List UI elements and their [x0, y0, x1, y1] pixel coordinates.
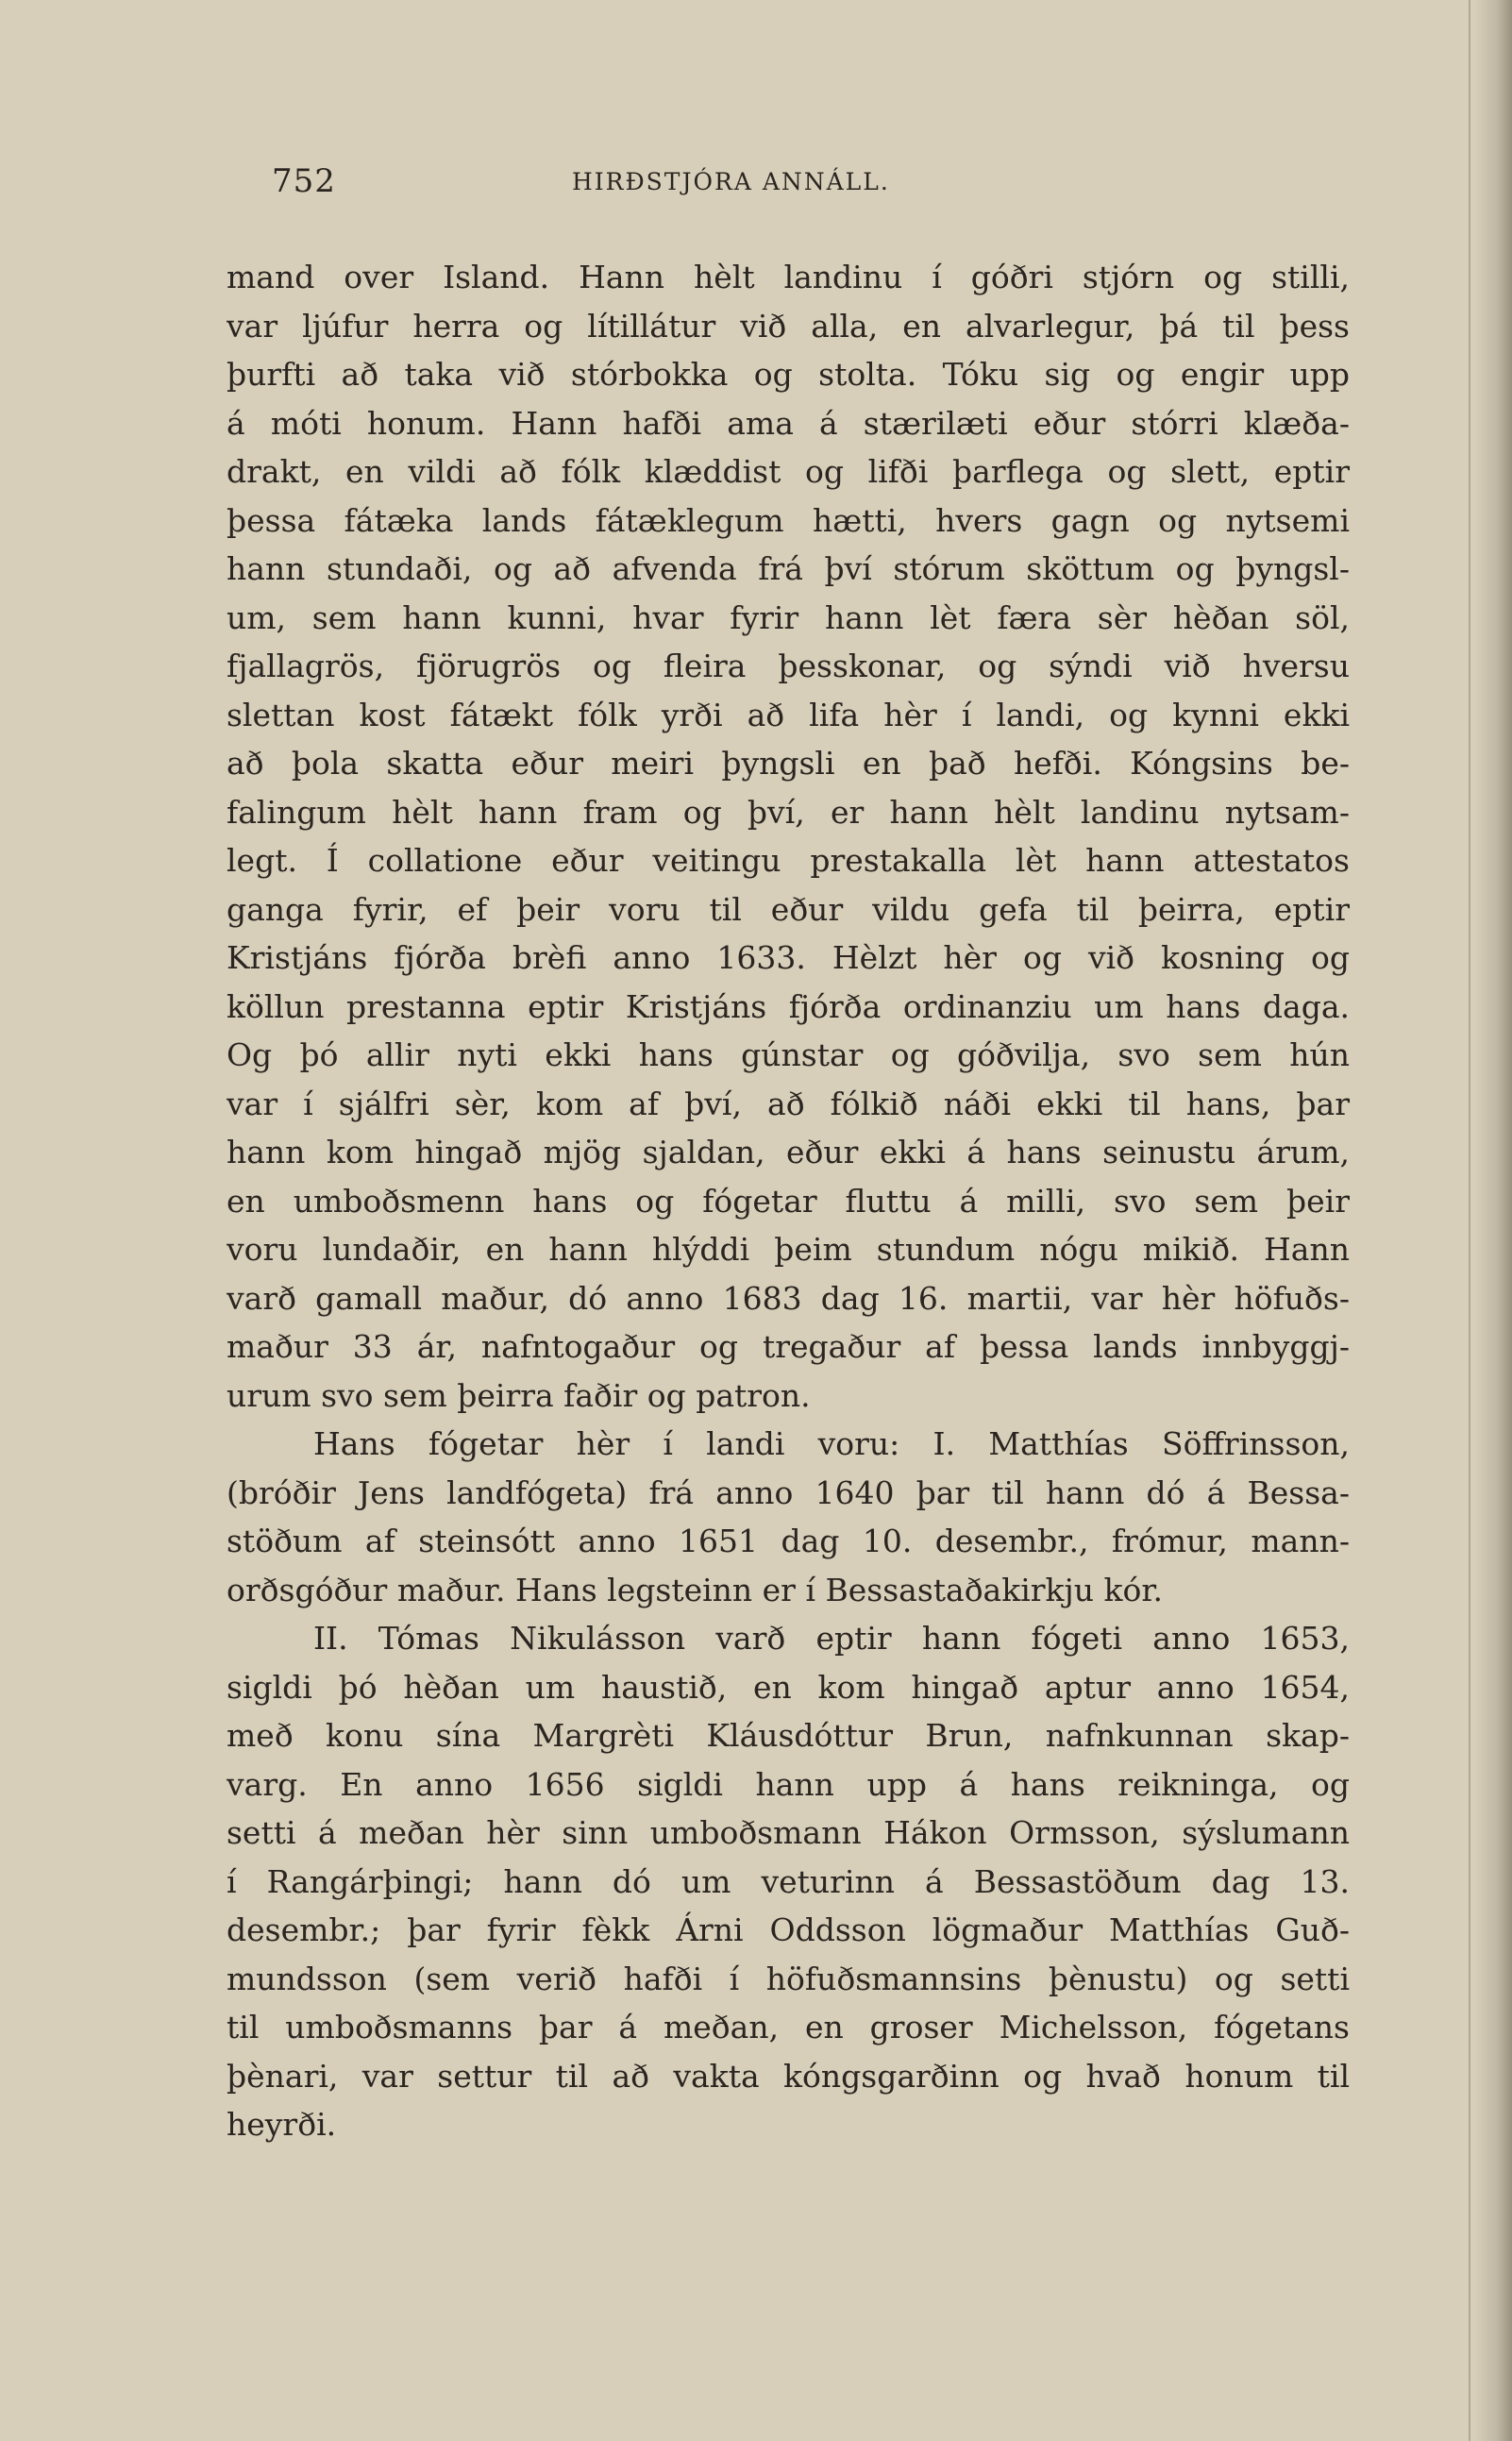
text-line: þènari, var settur til að vakta kóngsgarðinn og hvað honum til: [227, 2057, 1350, 2095]
text-line: Kristjáns fjórða brèfi anno 1633. Hèlzt hèr og við kosning og: [227, 939, 1350, 976]
text-line: með konu sína Margrèti Kláusdóttur Brun, nafnkunnan skap-: [227, 1717, 1350, 1754]
page-fold: [1469, 0, 1470, 2441]
text-line: heyrði.: [227, 2106, 337, 2143]
text-line: hann kom hingað mjög sjaldan, eður ekki á hans seinustu árum,: [227, 1134, 1350, 1170]
text-line: drakt, en vildi að fólk klæddist og lifði þarflega og slett, eptir: [227, 453, 1350, 490]
text-line: var ljúfur herra og lítillátur við alla, en alvarlegur, þá til þess: [227, 307, 1350, 345]
text-line: falingum hèlt hann fram og því, er hann hèlt landinu nytsam-: [227, 793, 1350, 831]
text-line: (bróðir Jens landfógeta) frá anno 1640 þar til hann dó á Bessa-: [227, 1473, 1350, 1511]
text-line: til umboðsmanns þar á meðan, en groser Michelsson, fógetans: [227, 2009, 1350, 2045]
text-line: köllun prestanna eptir Kristjáns fjórða ordinanziu um hans daga.: [227, 987, 1350, 1025]
text-line: desembr.; þar fyrir fèkk Árni Oddsson lögmaður Matthías Guð-: [227, 1911, 1350, 1948]
text-line: þurfti að taka við stórbokka og stolta. Tóku sig og engir upp: [227, 356, 1350, 393]
text-line: varg. En anno 1656 sigldi hann upp á hans reikninga, og: [227, 1765, 1350, 1803]
text-line: II. Tómas Nikulásson varð eptir hann fógeti anno 1653,: [313, 1620, 1350, 1657]
text-line: í Rangárþingi; hann dó um veturinn á Bessastöðum dag 13.: [227, 1862, 1350, 1900]
text-line: fjallagrös, fjörugrös og fleira þesskonar, og sýndi við hversu: [227, 648, 1350, 684]
text-line: þessa fátæka lands fátæklegum hætti, hvers gagn og nytsemi: [227, 501, 1350, 539]
text-line: maður 33 ár, nafntogaður og tregaður af þessa lands innbyggj-: [227, 1328, 1350, 1365]
text-line: sigldi þó hèðan um haustið, en kom hingað aptur anno 1654,: [227, 1668, 1350, 1706]
text-line: urum svo sem þeirra faðir og patron.: [227, 1376, 811, 1414]
text-line: voru lundaðir, en hann hlýddi þeim stundum nógu mikið. Hann: [227, 1231, 1350, 1268]
page-edge-shadow: [1474, 0, 1512, 2441]
text-line: á móti honum. Hann hafði ama á stærilæti eður stórri klæða-: [227, 404, 1350, 442]
text-line: að þola skatta eður meiri þyngsli en það hefði. Kóngsins be-: [227, 745, 1350, 782]
text-line: var í sjálfri sèr, kom af því, að fólkið náði ekki til hans, þar: [227, 1085, 1350, 1122]
running-title: HIRÐSTJÓRA ANNÁLL.: [572, 168, 890, 195]
text-line: en umboðsmenn hans og fógetar fluttu á milli, svo sem þeir: [227, 1182, 1350, 1220]
page-number: 752: [272, 162, 336, 200]
text-line: Hans fógetar hèr í landi voru: I. Matthías Söffrinsson,: [313, 1425, 1350, 1462]
text-line: orðsgóður maður. Hans legsteinn er í Bessastaðakirkju kór.: [227, 1571, 1164, 1608]
text-line: um, sem hann kunni, hvar fyrir hann lèt færa sèr hèðan söl,: [227, 598, 1350, 636]
text-line: stöðum af steinsótt anno 1651 dag 10. desembr., frómur, mann-: [227, 1523, 1350, 1559]
text-line: hann stundaði, og að afvenda frá því stórum sköttum og þyngsl-: [227, 550, 1350, 587]
running-head: [272, 162, 970, 219]
text-line: legt. Í collatione eður veitingu prestakalla lèt hann attestatos: [227, 842, 1350, 879]
text-line: setti á meðan hèr sinn umboðsmann Hákon Ormsson, sýslumann: [227, 1814, 1350, 1851]
text-line: mand over Island. Hann hèlt landinu í góðri stjórn og stilli,: [227, 259, 1350, 295]
text-line: ganga fyrir, ef þeir voru til eður vildu gefa til þeirra, eptir: [227, 890, 1350, 928]
text-line: Og þó allir nyti ekki hans gúnstar og góðvilja, svo sem hún: [227, 1036, 1350, 1073]
text-line: mundsson (sem verið hafði í höfuðsmannsins þènustu) og setti: [227, 1960, 1350, 1997]
text-line: slettan kost fátækt fólk yrði að lifa hèr í landi, og kynni ekki: [227, 696, 1350, 733]
text-line: varð gamall maður, dó anno 1683 dag 16. martii, var hèr höfuðs-: [227, 1279, 1350, 1317]
body-text: [227, 253, 1350, 2149]
